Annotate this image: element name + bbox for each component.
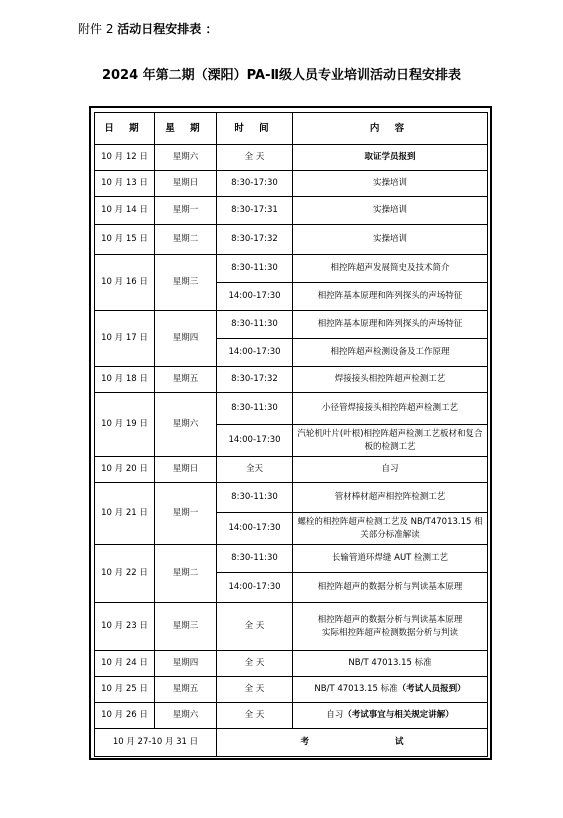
- weekday-cell: 星期二: [155, 545, 217, 603]
- time-cell: 8:30-17:32: [217, 225, 293, 255]
- weekday-cell: 星期四: [155, 311, 217, 367]
- time-cell: 全天: [217, 457, 293, 483]
- table-row: [95, 145, 488, 171]
- date-cell: 10 月 16 日: [95, 255, 155, 311]
- header-date: 日 期: [95, 113, 155, 145]
- time-cell: 14:00-17:30: [217, 283, 293, 311]
- weekday-cell: 星期六: [155, 145, 217, 171]
- date-cell: 10 月 26 日: [95, 703, 155, 729]
- weekday-cell: 星期日: [155, 457, 217, 483]
- time-cell: 全 天: [217, 651, 293, 677]
- content-text: 相控阵超声发展简史及技术简介: [330, 263, 450, 274]
- time-cell: 8:30-11:30: [217, 393, 293, 425]
- content-text: 小径管焊接接头相控阵超声检测工艺: [321, 403, 458, 414]
- content-cell: [293, 255, 488, 283]
- content-cell: [293, 393, 488, 425]
- weekday-cell: 星期三: [155, 603, 217, 651]
- content-text: 实操培训: [372, 234, 407, 245]
- content-text: NB/T 47013.15 标准: [348, 658, 432, 669]
- table-header-row: [95, 113, 488, 145]
- table-row: [95, 171, 488, 197]
- table-row: [95, 603, 488, 651]
- time-cell: 14:00-17:30: [217, 513, 293, 545]
- weekday-cell: 星期五: [155, 677, 217, 703]
- content-text: 汽轮机叶片(叶根)相控阵超声检测工艺板材和复合板的检测工艺: [297, 429, 483, 452]
- table-row: [95, 255, 488, 283]
- content-cell: [293, 367, 488, 393]
- weekday-cell: 星期二: [155, 225, 217, 255]
- time-cell: 8:30-17:31: [217, 197, 293, 225]
- schedule-frame: [89, 106, 492, 760]
- content-text: 焊接接头相控阵超声检测工艺: [334, 374, 446, 385]
- content-text: 自习: [381, 464, 399, 475]
- date-cell: 10 月 13 日: [95, 171, 155, 197]
- time-cell: 14:00-17:30: [217, 573, 293, 603]
- header-time: 时 间: [217, 113, 293, 145]
- content-cell: [293, 171, 488, 197]
- date-cell: 10 月 12 日: [95, 145, 155, 171]
- time-cell: 14:00-17:30: [217, 339, 293, 367]
- weekday-cell: 星期六: [155, 393, 217, 457]
- content-text: 相控阵基本原理和阵列探头的声场特征: [317, 319, 463, 330]
- content-text: 相控阵基本原理和阵列探头的声场特征: [317, 291, 463, 302]
- date-cell: 10 月 22 日: [95, 545, 155, 603]
- content-text: 相控阵超声的数据分析与判读基本原理: [317, 582, 463, 593]
- date-cell: 10 月 17 日: [95, 311, 155, 367]
- content-cell: [293, 457, 488, 483]
- exam-date-cell: 10 月 27-10 月 31 日: [95, 729, 217, 757]
- header-weekday: 星 期: [155, 113, 217, 145]
- weekday-cell: 星期六: [155, 703, 217, 729]
- content-cell: [293, 573, 488, 603]
- time-cell: 14:00-17:30: [217, 425, 293, 457]
- time-cell: 全 天: [217, 603, 293, 651]
- table-row: [95, 483, 488, 513]
- time-cell: 全 天: [217, 145, 293, 171]
- table-row: [95, 367, 488, 393]
- content-cell: [293, 283, 488, 311]
- weekday-cell: 星期三: [155, 255, 217, 311]
- time-cell: 全 天: [217, 703, 293, 729]
- table-row: [95, 677, 488, 703]
- content-cell: [293, 225, 488, 255]
- time-cell: 全 天: [217, 677, 293, 703]
- content-text: 管材棒材超声相控阵检测工艺: [334, 492, 446, 503]
- header-content: 内 容: [293, 113, 488, 145]
- table-body: [95, 145, 488, 757]
- table-row: [95, 225, 488, 255]
- content-cell: [293, 651, 488, 677]
- weekday-cell: 星期四: [155, 651, 217, 677]
- weekday-cell: 星期日: [155, 171, 217, 197]
- content-text: 自习: [326, 710, 344, 721]
- attachment-label: [78, 20, 217, 37]
- weekday-cell: 星期一: [155, 483, 217, 545]
- content-text: 实操培训: [372, 205, 407, 216]
- time-cell: 8:30-11:30: [217, 255, 293, 283]
- table-row: [95, 703, 488, 729]
- content-text: 取证学员报到: [364, 152, 416, 163]
- table-row: [95, 393, 488, 425]
- content-text: 长输管道环焊缝 AUT 检测工艺: [331, 553, 449, 564]
- table-row: [95, 311, 488, 339]
- time-cell: 8:30-11:30: [217, 311, 293, 339]
- content-cell: [293, 677, 488, 703]
- content-cell: [293, 545, 488, 573]
- document-title: 2024 年第二期（溧阳）PA-Ⅱ级人员专业培训活动日程安排表: [101, 68, 462, 83]
- content-cell: [293, 603, 488, 651]
- exam-label-b: 试: [395, 737, 404, 748]
- table-row: [95, 457, 488, 483]
- content-text: 相控阵超声的数据分析与判读基本原理: [317, 615, 463, 626]
- date-cell: 10 月 21 日: [95, 483, 155, 545]
- date-cell: 10 月 24 日: [95, 651, 155, 677]
- content-text: 实操培训: [372, 178, 407, 189]
- time-cell: 8:30-11:30: [217, 545, 293, 573]
- content-note: （考试事宜与相关规定讲解）: [343, 710, 454, 721]
- time-cell: 8:30-17:30: [217, 171, 293, 197]
- content-cell: [293, 145, 488, 171]
- schedule-table: [94, 112, 488, 757]
- date-cell: 10 月 19 日: [95, 393, 155, 457]
- weekday-cell: 星期五: [155, 367, 217, 393]
- content-cell: [293, 339, 488, 367]
- date-cell: 10 月 23 日: [95, 603, 155, 651]
- date-cell: 10 月 18 日: [95, 367, 155, 393]
- date-cell: 10 月 20 日: [95, 457, 155, 483]
- content-text: 相控阵超声检测设备及工作原理: [330, 347, 450, 358]
- weekday-cell: 星期一: [155, 197, 217, 225]
- content-cell: [293, 311, 488, 339]
- content-cell: [293, 703, 488, 729]
- content-cell: [293, 483, 488, 513]
- content-text: 螺栓的相控阵超声检测工艺及 NB/T47013.15 相关部分标准解读: [297, 517, 483, 540]
- content-note: （考试人员报到）: [397, 684, 466, 695]
- attachment-title: 活动日程安排表 ：: [117, 22, 218, 36]
- date-cell: 10 月 15 日: [95, 225, 155, 255]
- content-text: NB/T 47013.15 标准: [314, 684, 398, 695]
- exam-label-a: 考: [300, 737, 309, 748]
- exam-label-cell: [217, 729, 488, 757]
- date-cell: 10 月 14 日: [95, 197, 155, 225]
- date-cell: 10 月 25 日: [95, 677, 155, 703]
- content-cell: [293, 425, 488, 457]
- table-row: [95, 651, 488, 677]
- exam-row: [95, 729, 488, 757]
- time-cell: 8:30-11:30: [217, 483, 293, 513]
- content-cell: [293, 513, 488, 545]
- table-row: [95, 197, 488, 225]
- time-cell: 8:30-17:32: [217, 367, 293, 393]
- content-text-line2: 实际相控阵超声检测数据分析与判读: [321, 627, 458, 638]
- table-row: [95, 545, 488, 573]
- content-cell: [293, 197, 488, 225]
- attachment-prefix: 附件 2: [78, 22, 114, 36]
